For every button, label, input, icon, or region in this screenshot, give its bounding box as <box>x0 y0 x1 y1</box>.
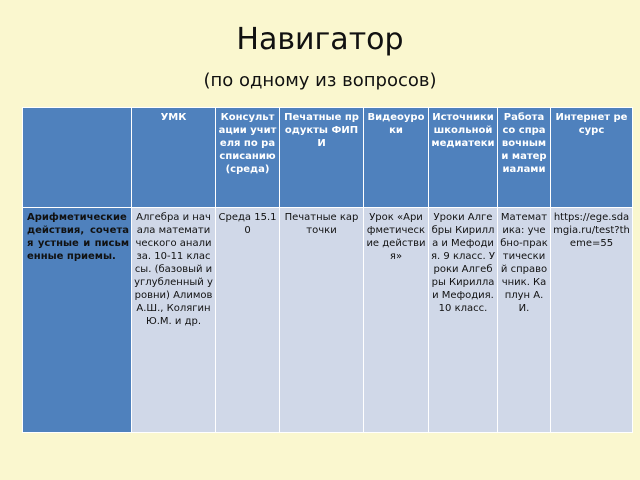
cell-internet-resource[interactable]: https://ege.sdamgia.ru/test?theme=55 <box>551 208 633 433</box>
header-internet-resource: Интернет ресурс <box>551 108 633 208</box>
cell-umk: Алгебра и начала математического анализа. 10-11 классы. (базовый и углубленный уровни) Алимов А.Ш., Колягин Ю.М. и др. <box>132 208 216 433</box>
page-subtitle: (по одному из вопросов) <box>203 70 437 91</box>
header-umk: УМК <box>132 108 216 208</box>
header-reference-materials: Работа со справочными материалами <box>498 108 551 208</box>
header-row <box>23 108 633 208</box>
header-corner <box>23 108 132 208</box>
cell-media-sources: Уроки Алгебры Кирилла и Мефодия. 9 класс. Уроки Алгебры Кирилла и Мефодия. 10 класс. <box>429 208 498 433</box>
page-title: Навигатор <box>236 22 404 57</box>
cell-video-lessons: Урок «Арифметические действия» <box>364 208 429 433</box>
header-video-lessons: Видеоуроки <box>364 108 429 208</box>
navigator-table <box>22 107 633 433</box>
header-consultations: Консультации учителя по расписанию (среда) <box>216 108 280 208</box>
header-print-products: Печатные продукты ФИПИ <box>280 108 364 208</box>
cell-consultations: Среда 15.10 <box>216 208 280 433</box>
cell-reference-materials: Математика: учебно-практический справочник. Каплун А.И. <box>498 208 551 433</box>
header-media-sources: Источники школьной медиатеки <box>429 108 498 208</box>
table-row <box>23 208 633 433</box>
cell-print-products: Печатные карточки <box>280 208 364 433</box>
row-label: Арифметические действия, сочетая устные и письменные приемы. <box>23 208 132 433</box>
